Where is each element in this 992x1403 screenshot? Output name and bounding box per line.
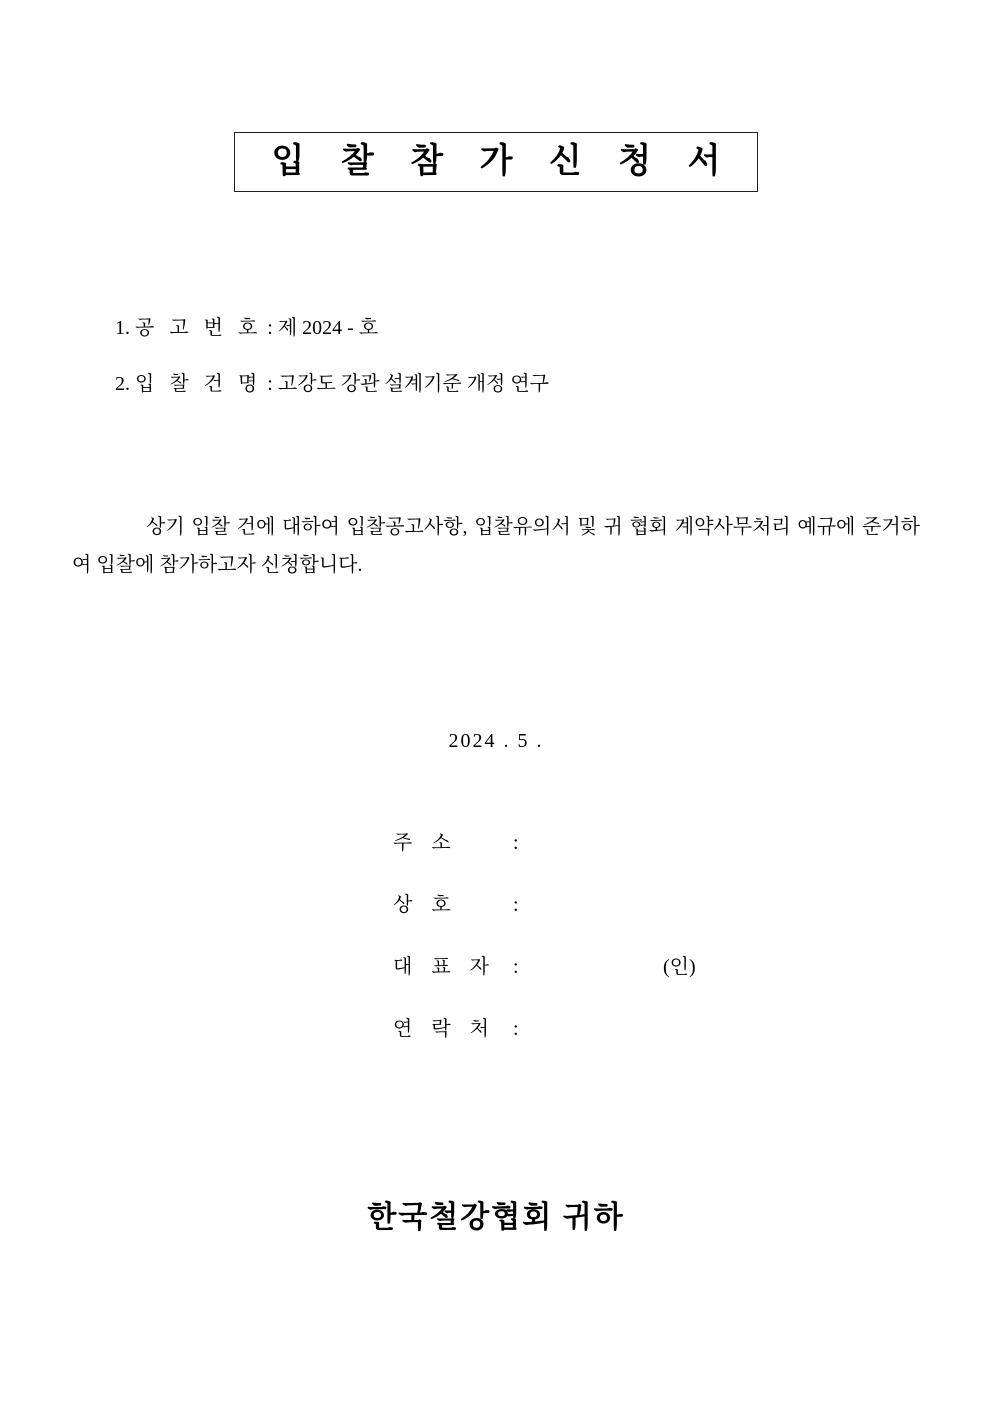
signature-label-address: 주 소 <box>393 832 458 854</box>
field-number-2: 2. <box>115 373 130 395</box>
signature-row-address <box>393 826 519 888</box>
signature-label-representative: 대 표 자 <box>393 956 496 978</box>
field-label-announcement-number: 공 고 번 호 <box>135 317 263 339</box>
signature-row-contact <box>393 1012 519 1074</box>
signature-separator-contact: : <box>513 1018 519 1040</box>
signature-block <box>393 826 696 1074</box>
signature-label-contact: 연 락 처 <box>393 1018 496 1040</box>
signature-row-representative <box>393 950 696 1012</box>
body-paragraph <box>72 508 920 584</box>
document-date: 2024 . 5 . <box>448 730 544 752</box>
field-separator-2: : <box>267 373 273 395</box>
body-paragraph-text: 상기 입찰 건에 대하여 입찰공고사항, 입찰유의서 및 귀 협회 계약사무처리 예규에 준거하여 입찰에 참가하고자 신청합니다. <box>72 516 920 576</box>
field-separator-1: : <box>267 317 273 339</box>
field-value-announcement-number[interactable]: 제 2024 - 호 <box>277 317 379 339</box>
document-title-box <box>234 132 758 192</box>
field-row-bid-title <box>115 374 549 394</box>
page-title: 입 찰 참 가 신 청 서 <box>271 143 735 180</box>
signature-row-company-name <box>393 888 519 950</box>
field-number-1: 1. <box>115 317 130 339</box>
recipient-line: 한국철강협회 귀하 <box>367 1201 625 1234</box>
signature-separator-representative: : <box>513 956 519 978</box>
signature-separator-address: : <box>513 832 519 854</box>
signature-separator-company-name: : <box>513 894 519 916</box>
signature-label-company-name: 상 호 <box>393 894 458 916</box>
field-row-announcement-number <box>115 318 378 338</box>
field-value-bid-title[interactable]: 고강도 강관 설계기준 개정 연구 <box>277 373 550 395</box>
field-label-bid-title: 입 찰 건 명 <box>135 373 263 395</box>
seal-mark-icon: (인) <box>663 956 696 978</box>
